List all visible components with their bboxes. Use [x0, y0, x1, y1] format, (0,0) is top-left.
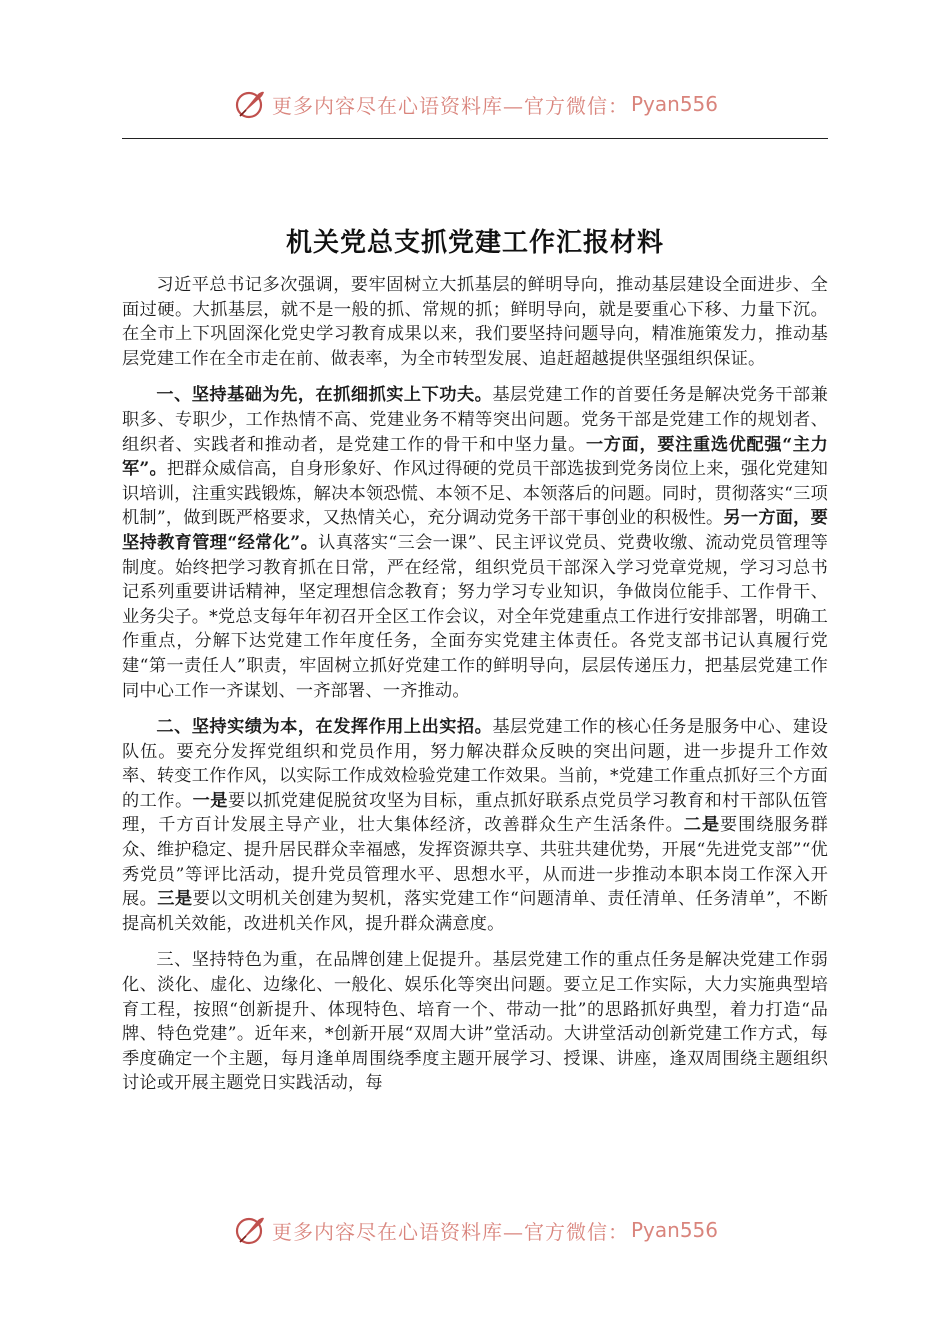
section-1-text: 把群众威信高，自身形象好、作风过得硬的党员干部选拔到党务岗位上来，强化党建知识培训，注重实践锻炼，解决本领恐慌、本领不足、本领落后的问题。同时，贯彻落实“三项机制”，做到既严格要求，又热情关心，充分调动党务干部干事创业的积极性。 [122, 459, 828, 529]
quill-pen-logo-icon [232, 1212, 268, 1248]
section-1-text: 认真落实“三会一课”、民主评议党员、党费收缴、流动党员管理等制度。始终把学习教育抓在日常，严在经常，组织党员干部深入学习党章党规，学习习总书记系列重要讲话精神，坚定理想信念教育；努力学习专业知识，争做岗位能手、工作骨干、业务尖子。*党总支每年年初召开全区工作会议，对全年党建重点工作进行安排部署，明确工作重点，分解下达党建工作年度任务，全面夯实党建主体责任。各党支部书记认真履行党建“第一责任人”职责，牢固树立抓好党建工作的鲜明导向，层层传递压力，把基层党建工作同中心工作一齐谋划、一齐部署、一齐推动。 [122, 532, 828, 701]
section-2-text: 要以抓党建促脱贫攻坚为目标，重点抓好联系点党员学习教育和村干部队伍管理，千方百计发展主导产业，壮大集体经济，改善群众生产生活条件。 [122, 790, 828, 836]
header-banner [0, 84, 950, 124]
document-body [122, 273, 828, 1108]
header-divider [122, 138, 828, 139]
banner-wechat-id: Pyan556 [630, 1218, 718, 1242]
section-2-text: 基层党建工作的核心任务是服务中心、建设队伍。要充分发挥党组织和党员作用，努力解决群众反映的突出问题，进一步提升工作效率、转变工作作风，以实际工作成效检验党建工作效果。当前，*党建工作重点抓好三个方面的工作。 [122, 717, 828, 811]
section-2-bold-point-3: 三是 [157, 889, 193, 910]
section-3-paragraph: 三、坚持特色为重，在品牌创建上促提升。基层党建工作的重点任务是解决党建工作弱化、淡化、虚化、边缘化、一般化、娱乐化等突出问题。要立足工作实际，大力实施典型培育工程，按照“创新提升、体现特色、培育一个、带动一批”的思路抓好典型，着力打造“品牌、特色党建”。近年来，*创新开展“双周大讲”堂活动。大讲堂活动创新党建工作方式，每季度确定一个主题，每月逢单周围绕季度主题开展学习、授课、讲座，逢双周围绕主题组织讨论或开展主题党日实践活动，每 [122, 950, 828, 1094]
footer-banner [0, 1210, 950, 1250]
section-2-paragraph [122, 715, 828, 936]
banner-text: 更多内容尽在心语资料库—官方微信： [271, 93, 629, 118]
banner-wechat-id: Pyan556 [630, 92, 718, 116]
intro-paragraph: 习近平总书记多次强调，要牢固树立大抓基层的鲜明导向，推动基层建设全面进步、全面过硬。大抓基层，就不是一般的抓、常规的抓；鲜明导向，就是要重心下移、力量下沉。在全市上下巩固深化党史学习教育成果以来，我们要坚持问题导向，精准施策发力，推动基层党建工作在全市走在前、做表率，为全市转型发展、追赶超越提供坚强组织保证。 [122, 275, 828, 369]
document-title: 机关党总支抓党建工作汇报材料 [285, 228, 664, 258]
section-2-text: 要围绕服务群众、维护稳定、提升居民群众幸福感，发挥资源共享、共驻共建优势，开展“先进党支部”“优秀党员”等评比活动，提升党员管理水平、思想水平，从而进一步推动本职本岗工作深入开展。 [122, 815, 829, 910]
section-1-bold-point-1: 一方面，要注重选优配强“主力军”。 [122, 434, 829, 480]
section-1-paragraph [122, 383, 828, 703]
quill-pen-logo-icon [232, 86, 268, 122]
section-1-bold-point-2: 另一方面，要坚持教育管理“经常化”。 [122, 508, 828, 553]
section-2-bold-point-1: 一是 [192, 790, 228, 811]
banner-text: 更多内容尽在心语资料库—官方微信： [271, 1219, 629, 1244]
section-2-heading: 二、坚持实绩为本，在发挥作用上出实招。 [156, 717, 493, 738]
section-1-heading: 一、坚持基础为先，在抓细抓实上下功夫。 [156, 385, 493, 406]
section-2-text: 要以文明机关创建为契机，落实党建工作“问题清单、责任清单、任务清单”，不断提高机关效能，改进机关作风，提升群众满意度。 [122, 889, 829, 934]
section-2-bold-point-2: 二是 [683, 815, 721, 836]
section-1-text: 基层党建工作的首要任务是解决党务干部兼职多、专职少，工作热情不高、党建业务不精等突出问题。党务干部是党建工作的规划者、组织者、实践者和推动者，是党建工作的骨干和中坚力量。 [122, 385, 828, 455]
